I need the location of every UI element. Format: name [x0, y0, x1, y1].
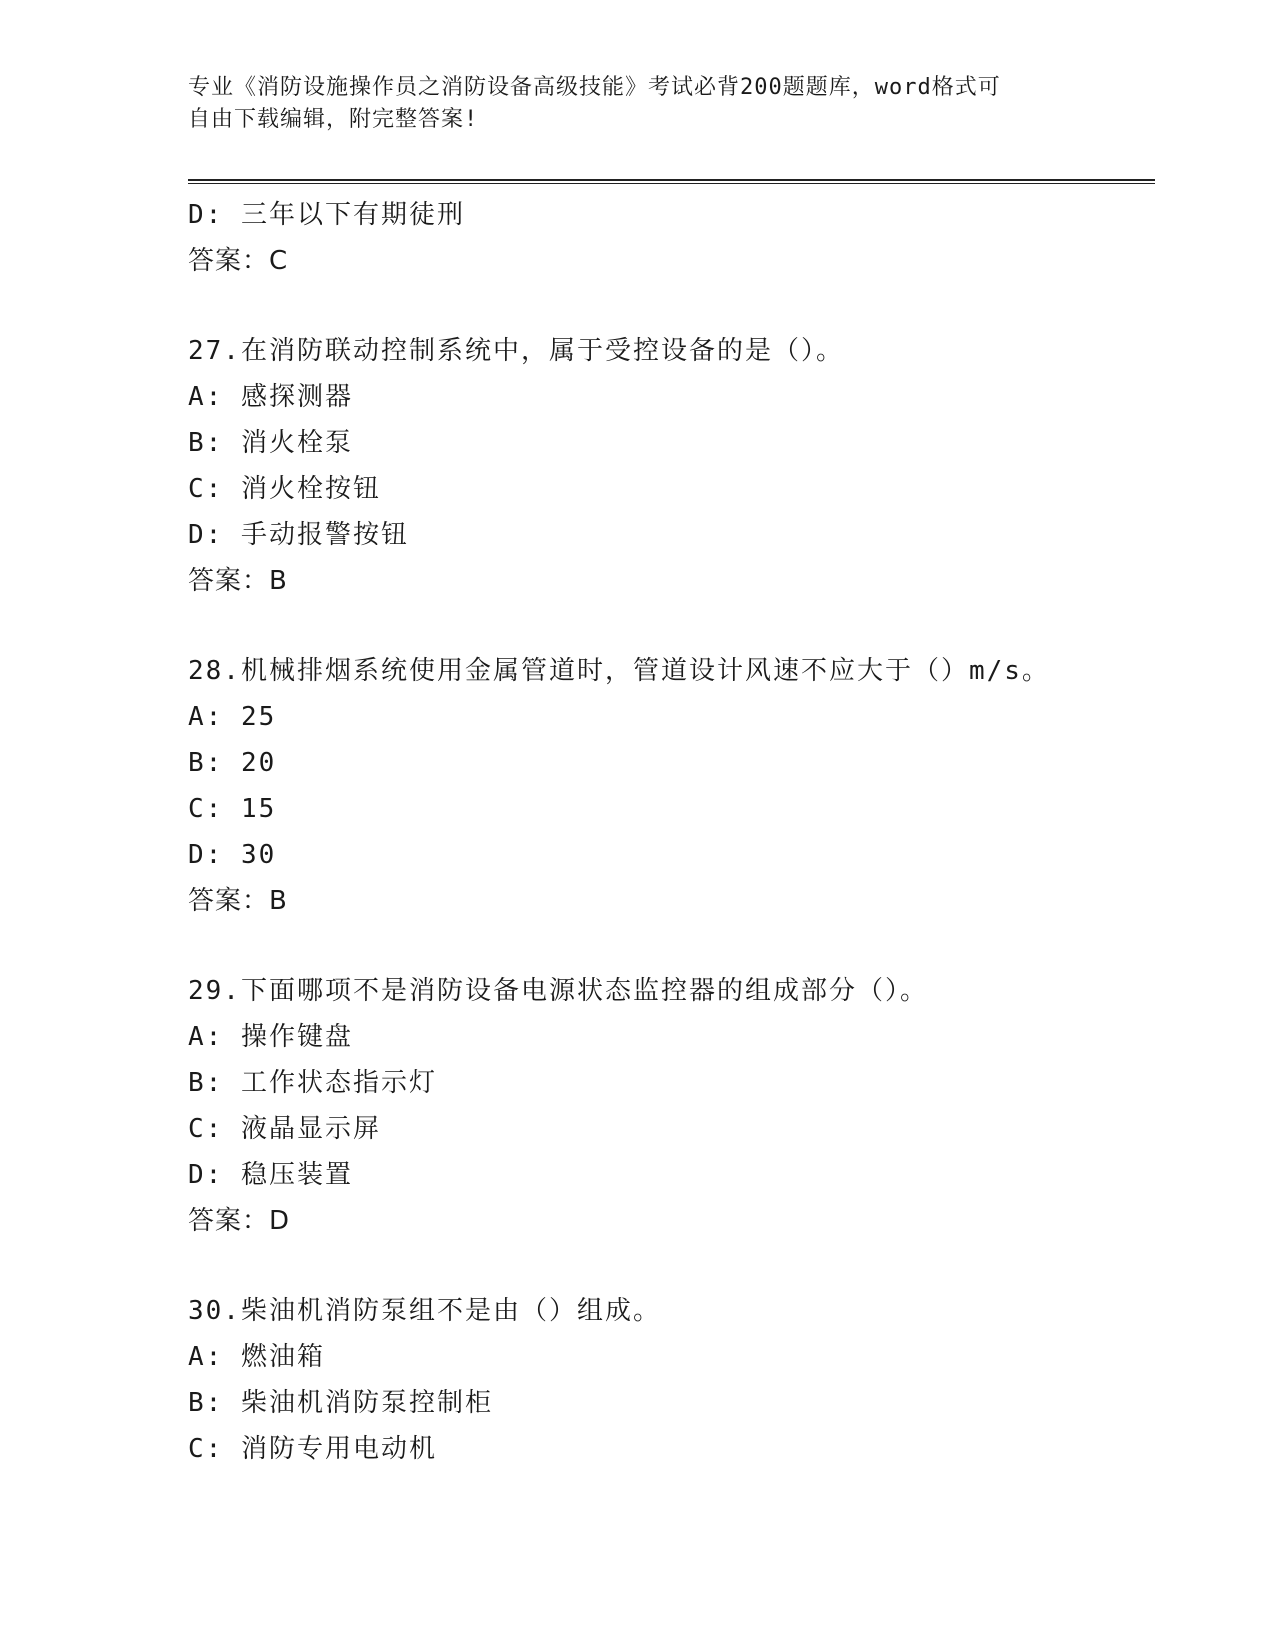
- question-stem: 28.机械排烟系统使用金属管道时，管道设计风速不应大于（）m/s。: [188, 656, 1050, 686]
- option-a: A: 操作键盘: [188, 1022, 353, 1052]
- answer-line: 答案：B: [188, 566, 288, 596]
- header-rule-thin: [188, 183, 1155, 184]
- option-c: C: 液晶显示屏: [188, 1114, 381, 1144]
- option-d: D: 稳压装置: [188, 1160, 353, 1190]
- option-a: A: 燃油箱: [188, 1342, 325, 1372]
- question-27: [188, 328, 1155, 604]
- option-c: C: 消防专用电动机: [188, 1434, 437, 1464]
- question-stem: 30.柴油机消防泵组不是由（）组成。: [188, 1296, 661, 1326]
- header-rule-thick: [188, 179, 1155, 181]
- question-list: [188, 192, 1155, 1472]
- question-28: [188, 648, 1155, 924]
- option-c: C: 15: [188, 794, 277, 824]
- header-line-1: 专业《消防设施操作员之消防设备高级技能》考试必背200题题库，word格式可: [188, 75, 1001, 100]
- answer-line: 答案：C: [188, 246, 289, 276]
- option-b: B: 消火栓泵: [188, 428, 353, 458]
- option-b: B: 工作状态指示灯: [188, 1068, 437, 1098]
- option-a: A: 25: [188, 702, 277, 732]
- answer-line: 答案：B: [188, 886, 288, 916]
- option-b: B: 柴油机消防泵控制柜: [188, 1388, 493, 1418]
- header-line-2: 自由下载编辑，附完整答案!: [188, 107, 479, 132]
- option-d: D: 手动报警按钮: [188, 520, 409, 550]
- option-a: A: 感探测器: [188, 382, 353, 412]
- document-header: [188, 72, 1088, 136]
- option-d: D: 三年以下有期徒刑: [188, 200, 465, 230]
- question-26-tail: [188, 192, 1155, 284]
- answer-line: 答案：D: [188, 1206, 291, 1236]
- option-c: C: 消火栓按钮: [188, 474, 381, 504]
- question-stem: 29.下面哪项不是消防设备电源状态监控器的组成部分（）。: [188, 976, 928, 1006]
- question-stem: 27.在消防联动控制系统中，属于受控设备的是（）。: [188, 336, 844, 366]
- option-b: B: 20: [188, 748, 277, 778]
- option-d: D: 30: [188, 840, 277, 870]
- question-30: [188, 1288, 1155, 1472]
- question-29: [188, 968, 1155, 1244]
